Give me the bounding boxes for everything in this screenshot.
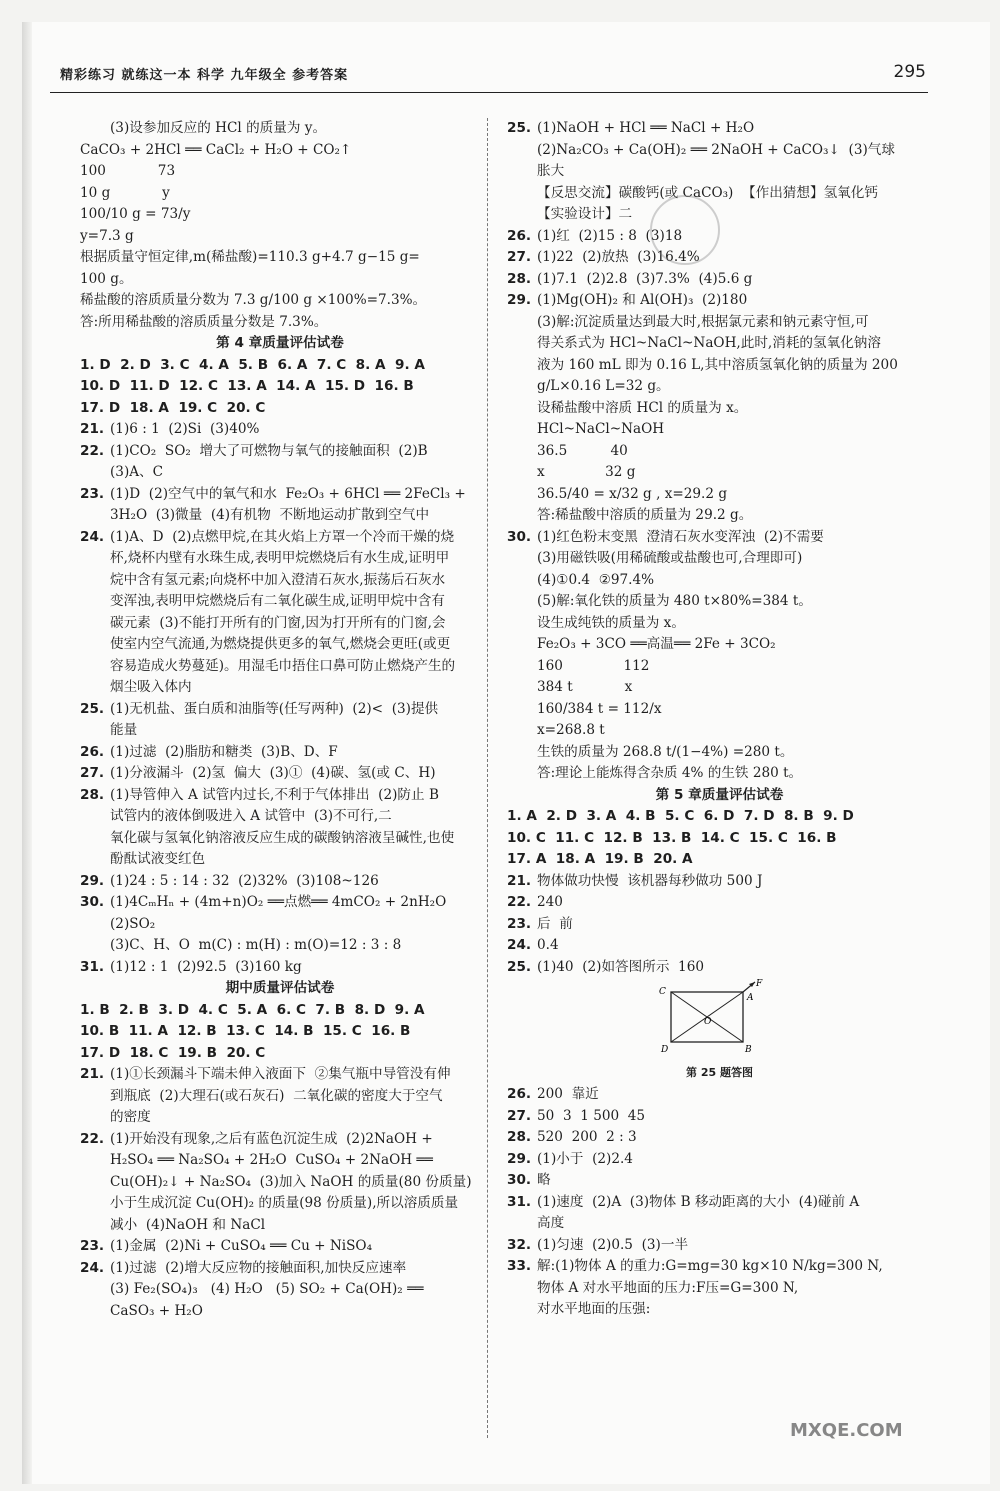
answer-continuation: 杯,烧杯内壁有水珠生成,表明甲烷燃烧后有水生成,证明甲 — [110, 550, 450, 566]
question-number: 32. — [507, 1236, 532, 1253]
answer-continuation: (3)设参加反应的 HCl 的质量为 y。 — [110, 120, 327, 136]
answer-item — [80, 441, 480, 463]
question-number: 21. — [80, 1066, 105, 1082]
answer-continuation: 氧化碳与氢氧化钠溶液反应生成的碳酸钠溶液呈碱性,也使 — [110, 829, 455, 846]
answer-text: (1)A、D (2)点燃甲烷,在其火焰上方罩一个冷而干燥的烧 — [110, 528, 455, 545]
answer-text: (1)小于 (2)2.4 — [537, 1150, 633, 1167]
question-number: 24. — [507, 937, 532, 953]
answer-line: y=7.3 g — [80, 227, 134, 244]
answer-item — [80, 957, 480, 979]
answer-text: (1)①长颈漏斗下端未伸入液面下 ②集气瓶中导管没有伸 — [110, 1066, 451, 1082]
answer-item — [80, 742, 480, 764]
choice-answers-row: 17. A 18. A 19. B 20. A — [507, 851, 693, 867]
question-number: 23. — [507, 915, 532, 932]
answer-text: (1)速度 (2)A (3)物体 B 移动距离的大小 (4)碰前 A — [537, 1193, 860, 1210]
question-number: 26. — [507, 1086, 532, 1102]
header-title: 精彩练习 就练这一本 科学 九年级全 参考答案 — [60, 68, 349, 83]
choice-answers-row: 10. B 11. A 12. B 13. C 14. B 15. C 16. B — [80, 1023, 411, 1039]
answer-item — [507, 247, 932, 269]
answer-continuation: Cu(OH)₂↓ + Na₂SO₄ (3)加入 NaOH 的质量(80 份质量) — [110, 1173, 472, 1190]
label-A: A — [747, 993, 754, 1003]
label-D: D — [661, 1045, 669, 1055]
answer-continuation: 得关系式为 HCl~NaCl~NaOH,此时,消耗的氢氧化钠溶 — [537, 335, 881, 351]
question-number: 27. — [507, 249, 532, 265]
question-number: 21. — [80, 421, 105, 437]
page-number: 295 — [893, 62, 926, 82]
answer-continuation: 酚酞试液变红色 — [110, 851, 206, 867]
page-binding-edge — [22, 22, 32, 1484]
answer-item — [80, 1258, 480, 1280]
question-number: 28. — [507, 270, 532, 287]
answer-text: (1)导管伸入 A 试管内过长,不利于气体排出 (2)防止 B — [110, 786, 439, 803]
answer-continuation: Fe₂O₃ + 3CO ══高温══ 2Fe + 3CO₂ — [537, 636, 776, 652]
answer-continuation: 试管内的液体倒吸进入 A 试管中 (3)不可行,二 — [110, 808, 392, 824]
question-number: 25. — [80, 700, 105, 717]
answer-text: (1)红色粉末变黑 澄清石灰水变浑浊 (2)不需要 — [537, 528, 824, 545]
answer-text: (1)过滤 (2)增大反应物的接触面积,加快反应速率 — [110, 1259, 407, 1276]
question-number: 23. — [80, 485, 105, 502]
answer-line: 100 g。 — [80, 270, 133, 287]
question-number: 26. — [507, 227, 532, 244]
question-number: 26. — [80, 743, 105, 760]
answer-text: (1)12 : 1 (2)92.5 (3)160 kg — [110, 958, 302, 975]
question-number: 21. — [507, 872, 532, 889]
answer-text: (1)匀速 (2)0.5 (3)一半 — [537, 1236, 689, 1253]
question-number: 22. — [80, 1130, 105, 1147]
answer-continuation: x 32 g — [537, 464, 636, 480]
answer-item — [507, 871, 932, 893]
answer-item — [507, 1127, 932, 1149]
answer-text: (1)D (2)空气中的氧气和水 Fe₂O₃ + 6HCl ══ 2FeCl₃ + — [110, 485, 466, 502]
answer-text: (1)4CₘHₙ + (4m+n)O₂ ══点燃══ 4mCO₂ + 2nH₂O (2)SO₂ — [110, 894, 455, 932]
answer-line: 10 g y — [80, 184, 170, 201]
answer-text: 物体做功快慢 该机器每秒做功 500 J — [537, 872, 763, 889]
section-heading: 期中质量评估试卷 — [225, 980, 335, 996]
answer-continuation: (3) Fe₂(SO₄)₃ (4) H₂O (5) SO₂ + Ca(OH)₂ ══ — [110, 1281, 424, 1297]
answer-item — [80, 1236, 480, 1258]
answer-text: (1)开始没有现象,之后有蓝色沉淀生成 (2)2NaOH + — [110, 1130, 433, 1147]
question-number: 30. — [507, 528, 532, 545]
answer-text: (1)22 (2)放热 (3)16.4% — [537, 249, 700, 265]
question-number: 25. — [507, 120, 532, 136]
answer-item — [507, 892, 932, 914]
answer-continuation: (2)Na₂CO₃ + Ca(OH)₂ ══ 2NaOH + CaCO₃↓ (3)气球 — [537, 141, 895, 158]
column-divider — [487, 118, 488, 1438]
choice-answers-row: 1. D 2. D 3. C 4. A 5. B 6. A 7. C 8. A 9. A — [80, 356, 425, 373]
answer-text: (1)无机盐、蛋白质和油脂等(任写两种) (2)< (3)提供 — [110, 700, 439, 717]
choice-answers-row: 10. C 11. C 12. B 13. B 14. C 15. C 16. B — [507, 829, 837, 846]
answer-continuation: 变浑浊,表明甲烷燃烧后有二氧化碳生成,证明甲烷中含有 — [110, 593, 445, 609]
choice-answers-row: 1. A 2. D 3. A 4. B 5. C 6. D 7. D 8. B 9. D — [507, 808, 854, 824]
answer-item — [80, 699, 480, 721]
answer-item — [80, 419, 480, 441]
answer-item — [507, 1170, 932, 1192]
answer-continuation: 液为 160 mL 即为 0.16 L,其中溶质氢氧化钠的质量为 200 — [537, 356, 898, 373]
answer-text: 50 3 1 500 45 — [537, 1107, 646, 1124]
answer-continuation: 高度 — [537, 1215, 565, 1231]
answer-continuation: (4)①0.4 ②97.4% — [537, 571, 655, 588]
answer-item — [80, 892, 480, 935]
right-column — [507, 118, 932, 1321]
answer-continuation: 能量 — [110, 722, 138, 738]
answer-item — [507, 957, 932, 979]
answer-continuation: 36.5 40 — [537, 442, 628, 459]
question-number: 24. — [80, 528, 105, 545]
answer-continuation: 物体 A 对水平地面的压力:F压=G=300 N, — [537, 1279, 799, 1296]
choice-answers-row: 17. D 18. A 19. C 20. C — [80, 399, 266, 416]
answer-continuation: 小于生成沉淀 Cu(OH)₂ 的质量(98 份质量),所以溶质质量 — [110, 1195, 459, 1211]
question-number: 22. — [80, 442, 105, 459]
answer-item — [507, 935, 932, 957]
diagram-caption: 第 25 题答图 — [686, 1066, 753, 1079]
label-C: C — [659, 987, 666, 997]
answer-continuation: (3)用磁铁吸(用稀硫酸或盐酸也可,合理即可) — [537, 550, 803, 566]
answer-continuation: 160/384 t = 112/x — [537, 700, 662, 717]
answer-item — [507, 1106, 932, 1128]
answer-text: (1)分液漏斗 (2)氢 偏大 (3)① (4)碳、氢(或 C、H) — [110, 765, 436, 781]
page-header — [50, 62, 928, 93]
question-number: 29. — [80, 872, 105, 889]
answer-item — [80, 484, 480, 506]
answer-text: (1)6 : 1 (2)Si (3)40% — [110, 421, 260, 437]
answer-diagram-25 — [507, 978, 932, 1062]
answer-text: 略 — [537, 1172, 551, 1188]
section-heading: 第 4 章质量评估试卷 — [216, 335, 344, 351]
question-number: 29. — [507, 292, 532, 308]
question-number: 27. — [80, 765, 105, 781]
question-number: 25. — [507, 958, 532, 975]
rectangle-diagram — [657, 978, 767, 1062]
choice-answers-row: 10. D 11. D 12. C 13. A 14. A 15. D 16. B — [80, 378, 414, 394]
answer-item — [507, 1192, 932, 1214]
answer-continuation: 160 112 — [537, 657, 650, 674]
answer-text: (1)24 : 5 : 14 : 32 (2)32% (3)108~126 — [110, 872, 379, 889]
answer-item — [507, 1235, 932, 1257]
answer-line: 100/10 g = 73/y — [80, 206, 191, 222]
answer-text: 解:(1)物体 A 的重力:G=mg=30 kg×10 N/kg=300 N, — [537, 1258, 883, 1274]
answer-line: 答:所用稀盐酸的溶质质量分数是 7.3%。 — [80, 313, 328, 330]
answer-continuation: 容易造成火势蔓延)。用湿毛巾捂住口鼻可防止燃烧产生的 — [110, 657, 456, 674]
section-heading: 第 5 章质量评估试卷 — [655, 786, 784, 803]
question-number: 27. — [507, 1107, 532, 1124]
answer-continuation: 答:理论上能炼得含杂质 4% 的生铁 280 t。 — [537, 765, 803, 781]
answer-text: (1)过滤 (2)脂肪和糖类 (3)B、D、F — [110, 743, 338, 760]
answer-item — [507, 1084, 932, 1106]
answer-continuation: g/L×0.16 L=32 g。 — [537, 378, 670, 394]
answer-item — [507, 914, 932, 936]
answer-continuation: 的密度 — [110, 1109, 151, 1125]
answer-text: (1)红 (2)15 : 8 (3)18 — [537, 227, 683, 244]
answer-continuation: 对水平地面的压强: — [537, 1301, 651, 1317]
choice-answers-row: 1. B 2. B 3. D 4. C 5. A 6. C 7. B 8. D 9. A — [80, 1001, 425, 1018]
answer-continuation: CaSO₃ + H₂O — [110, 1302, 203, 1319]
answer-continuation: 设生成纯铁的质量为 x。 — [537, 614, 685, 631]
answer-item — [507, 1149, 932, 1171]
answer-item — [507, 527, 932, 549]
answer-item — [80, 527, 480, 549]
answer-continuation: (3)C、H、O m(C) : m(H) : m(O)=12 : 3 : 8 — [110, 937, 402, 953]
answer-continuation: HCl~NaCl~NaOH — [537, 421, 665, 437]
answer-text: (1)NaOH + HCl ══ NaCl + H₂O — [537, 120, 755, 136]
question-number: 33. — [507, 1258, 532, 1274]
answer-text: 520 200 2 : 3 — [537, 1129, 637, 1145]
answer-text: 240 — [537, 894, 563, 910]
answer-continuation: 【实验设计】二 — [537, 206, 633, 222]
answer-item — [80, 1064, 480, 1086]
question-number: 31. — [80, 958, 105, 975]
choice-answers-row: 17. D 18. C 19. B 20. C — [80, 1044, 266, 1061]
answer-item — [80, 871, 480, 893]
answer-text: 200 靠近 — [537, 1086, 599, 1102]
answer-continuation: 碳元素 (3)不能打开所有的门窗,因为打开所有的门窗,会 — [110, 614, 446, 631]
answer-continuation: (5)解:氧化铁的质量为 480 t×80%=384 t。 — [537, 593, 812, 609]
answer-continuation: 烟尘吸入体内 — [110, 679, 192, 695]
question-number: 29. — [507, 1150, 532, 1167]
stamp-mark — [650, 195, 720, 265]
answer-text: (1)金属 (2)Ni + CuSO₄ ══ Cu + NiSO₄ — [110, 1238, 373, 1254]
question-number: 22. — [507, 894, 532, 910]
answer-continuation: H₂SO₄ ══ Na₂SO₄ + 2H₂O CuSO₄ + 2NaOH ══ — [110, 1152, 433, 1168]
label-F: F — [756, 979, 763, 989]
answer-item — [80, 1129, 480, 1151]
answer-continuation: 3H₂O (3)微量 (4)有机物 不断地运动扩散到空气中 — [110, 507, 430, 523]
answer-item — [507, 269, 932, 291]
answer-item — [507, 1256, 932, 1278]
answer-item — [80, 785, 480, 807]
answer-text: (1)40 (2)如答图所示 160 — [537, 958, 705, 975]
answer-continuation: 减小 (4)NaOH 和 NaCl — [110, 1216, 266, 1233]
answer-text: 后 前 — [537, 915, 573, 932]
answer-item — [507, 118, 932, 140]
answer-continuation: 烷中含有氢元素;向烧杯中加入澄清石灰水,振荡后石灰水 — [110, 571, 446, 588]
answer-continuation: 使室内空气流通,为燃烧提供更多的氧气,燃烧会更旺(或更 — [110, 636, 451, 652]
answer-line: 根据质量守恒定律,m(稀盐酸)=110.3 g+4.7 g−15 g= — [80, 249, 420, 265]
answer-line: 稀盐酸的溶质质量分数为 7.3 g/100 g ×100%=7.3%。 — [80, 292, 427, 308]
question-number: 30. — [507, 1172, 532, 1188]
answer-continuation: 答:稀盐酸中溶质的质量为 29.2 g。 — [537, 507, 753, 523]
answer-continuation: 胀大 — [537, 163, 565, 179]
answer-line: CaCO₃ + 2HCl ══ CaCl₂ + H₂O + CO₂↑ — [80, 141, 352, 158]
answer-continuation: 36.5/40 = x/32 g , x=29.2 g — [537, 485, 728, 502]
question-number: 31. — [507, 1193, 532, 1210]
question-number: 23. — [80, 1238, 105, 1254]
label-B: B — [745, 1045, 752, 1055]
answer-continuation: 384 t x — [537, 679, 633, 695]
answer-continuation: (3)A、C — [110, 464, 164, 480]
answer-line: 100 73 — [80, 163, 176, 179]
answer-text: (1)7.1 (2)2.8 (3)7.3% (4)5.6 g — [537, 270, 753, 287]
answer-continuation: 设稀盐酸中溶质 HCl 的质量为 x。 — [537, 399, 748, 416]
question-number: 28. — [80, 786, 105, 803]
label-O: O — [704, 1017, 712, 1027]
question-number: 30. — [80, 894, 105, 910]
answer-text: (1)Mg(OH)₂ 和 Al(OH)₃ (2)180 — [537, 292, 748, 308]
answer-continuation: x=268.8 t — [537, 722, 605, 738]
answer-continuation: 到瓶底 (2)大理石(或石灰石) 二氧化碳的密度大于空气 — [110, 1087, 443, 1104]
question-number: 28. — [507, 1129, 532, 1145]
watermark: MXQE.COM — [790, 1420, 903, 1441]
answer-continuation: 【反思交流】碳酸钙(或 CaCO₃) 【作出猜想】氢氧化钙 — [537, 184, 878, 201]
answer-continuation: 生铁的质量为 268.8 t/(1−4%) =280 t。 — [537, 743, 794, 760]
question-number: 24. — [80, 1259, 105, 1276]
answer-item — [507, 290, 932, 312]
answer-continuation: (3)解:沉淀质量达到最大时,根据氯元素和钠元素守恒,可 — [537, 313, 869, 330]
answer-item — [80, 763, 480, 785]
answer-text: 0.4 — [537, 937, 559, 953]
answer-text: (1)CO₂ SO₂ 增大了可燃物与氧气的接触面积 (2)B — [110, 442, 428, 459]
left-column — [80, 118, 480, 1322]
